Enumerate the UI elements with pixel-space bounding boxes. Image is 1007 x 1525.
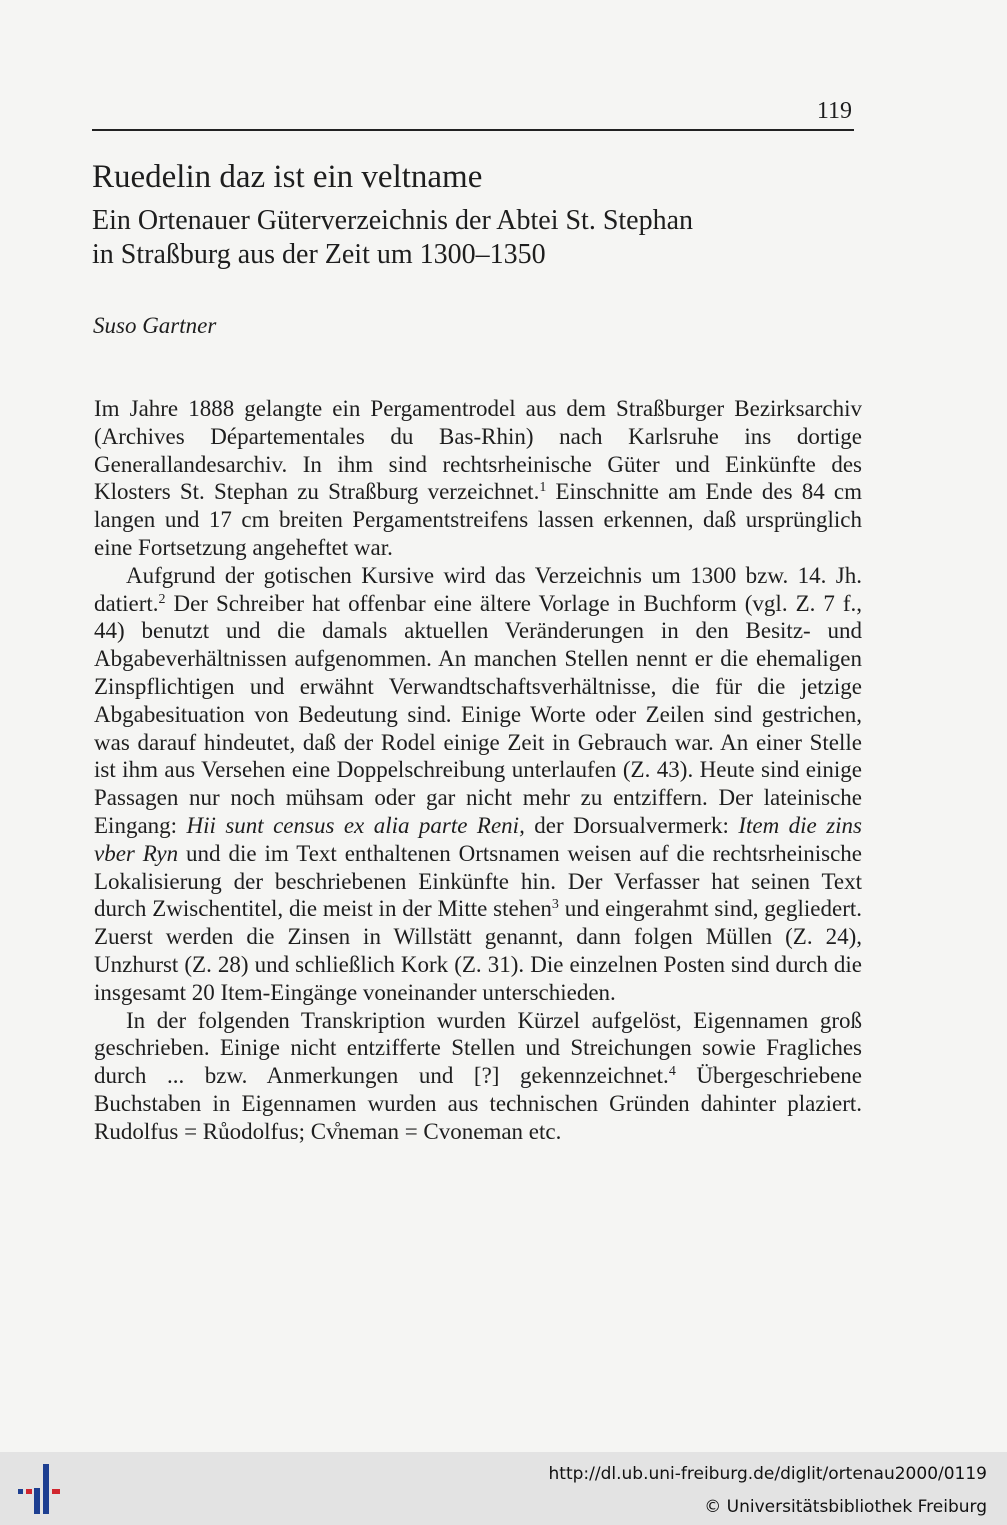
article-subtitle [92,204,872,272]
footnote-ref-3: 3 [551,897,559,913]
footnote-ref-4: 4 [668,1064,676,1080]
author-name: Suso Gartner [93,313,217,338]
paragraph-text: In der folgenden Transkription wurden Kürzel aufgelöst, Eigennamen groß geschrieben. Einige nicht entzifferte Stellen und Streichungen sowie Fragliches durch ... bzw. Anmerkungen und [?] gekennzeichnet. [94,1007,862,1089]
page-number: 119 [816,98,852,124]
footnote-ref-2: 2 [158,591,166,607]
paragraph-text: der Dorsualvermerk: [524,812,739,838]
logo-bar-blue-mid [34,1488,40,1514]
paragraph-2 [94,562,862,1007]
dorsal-note: Item die zins vber Ryn [94,812,862,866]
footnote-ref-1: 1 [539,480,547,496]
copyright-notice: © Universitätsbibliothek Freiburg [704,1497,987,1517]
subtitle-line-1: Ein Ortenauer Güterverzeichnis der Abtei St. Stephan [92,205,694,236]
paragraph-3 [94,1007,862,1146]
logo-bar-blue-left [18,1489,23,1494]
ub-freiburg-logo-icon [14,1464,64,1514]
paragraph-text: Im Jahre 1888 gelangte ein Pergamentrodel aus dem Straßburger Bezirksarchiv (Archives Départementales du Bas-Rhin) nach Karlsruhe ins dortige Generallandesarchiv. In ihm sind rechtsrheinische Güter und Einkünfte des Klosters St. Stephan zu Straßburg verzeichnet. [94,396,862,505]
paragraph-text: Aufgrund der gotischen Kursive wird das Verzeichnis um 1300 bzw. 14. Jh. datiert. [94,562,862,616]
header-rule [92,129,854,131]
subtitle-line-2: in Straßburg aus der Zeit um 1300–1350 [92,239,546,270]
paragraph-text: Übergeschriebene Buchstaben in Eigennamen wurden aus technischen Gründen dahinter plaziert. Rudolfus = Růodolfus; Cv̊neman = Cvoneman etc. [94,1063,862,1144]
paragraph-text: und eingerahmt sind, gegliedert. Zuerst werden die Zinsen in Willstätt genannt, dann folgen Müllen (Z. 24), Unzhurst (Z. 28) und schließlich Kork (Z. 31). Die einzelnen Posten sind durch die insgesamt 20 Item-Eingänge voneinander unterschieden. [94,896,862,1005]
paragraph-text: Einschnitte am Ende des 84 cm langen und 17 cm breiten Pergamentstreifens lassen erkennen, daß ursprünglich eine Fortsetzung angeheftet war. [94,479,862,560]
paragraph-text: Der Schreiber hat offenbar eine ältere Vorlage in Buchform (vgl. Z. 7 f., 44) benutzt und die damals aktuellen Veränderungen in den Besitz- und Abgabeverhältnissen aufgenommen. An manchen Stellen nennt er die ehemaligen Zinspflichtigen und erwähnt Verwandtschaftsverhältnisse, die für die jetzige Abgabesituation von Bedeutung sind. Einige Worte oder Zeilen sind gestrichen, was darauf hindeutet, daß der Rodel einige Zeit in Gebrauch war. An einer Stelle ist ihm aus Versehen eine Doppelschreibung unterlaufen (Z. 43). Heute sind einige Passagen nur noch mühsam oder gar nicht mehr zu entziffern. Der lateinische Eingang: [94,590,862,838]
logo-bar-blue-tall [43,1464,49,1514]
logo-bar-red-left [26,1489,32,1494]
paragraph-text: und die im Text enthaltenen Ortsnamen weisen auf die rechtsrheinische Lokalisierung der beschriebenen Einkünfte hin. Der Verfasser hat seinen Text durch Zwischentitel, die meist in der Mitte stehen [94,840,862,922]
article-title: Ruedelin daz ist ein veltname [92,159,483,195]
latin-incipit: Hii sunt census ex alia parte Reni, [186,812,525,838]
paragraph-1 [94,395,862,562]
library-footer [0,1452,1007,1525]
source-url-link[interactable]: http://dl.ub.uni-freiburg.de/diglit/ortenau2000/0119 [548,1464,987,1484]
logo-bar-red-right [52,1489,60,1494]
article-body [94,395,862,1146]
